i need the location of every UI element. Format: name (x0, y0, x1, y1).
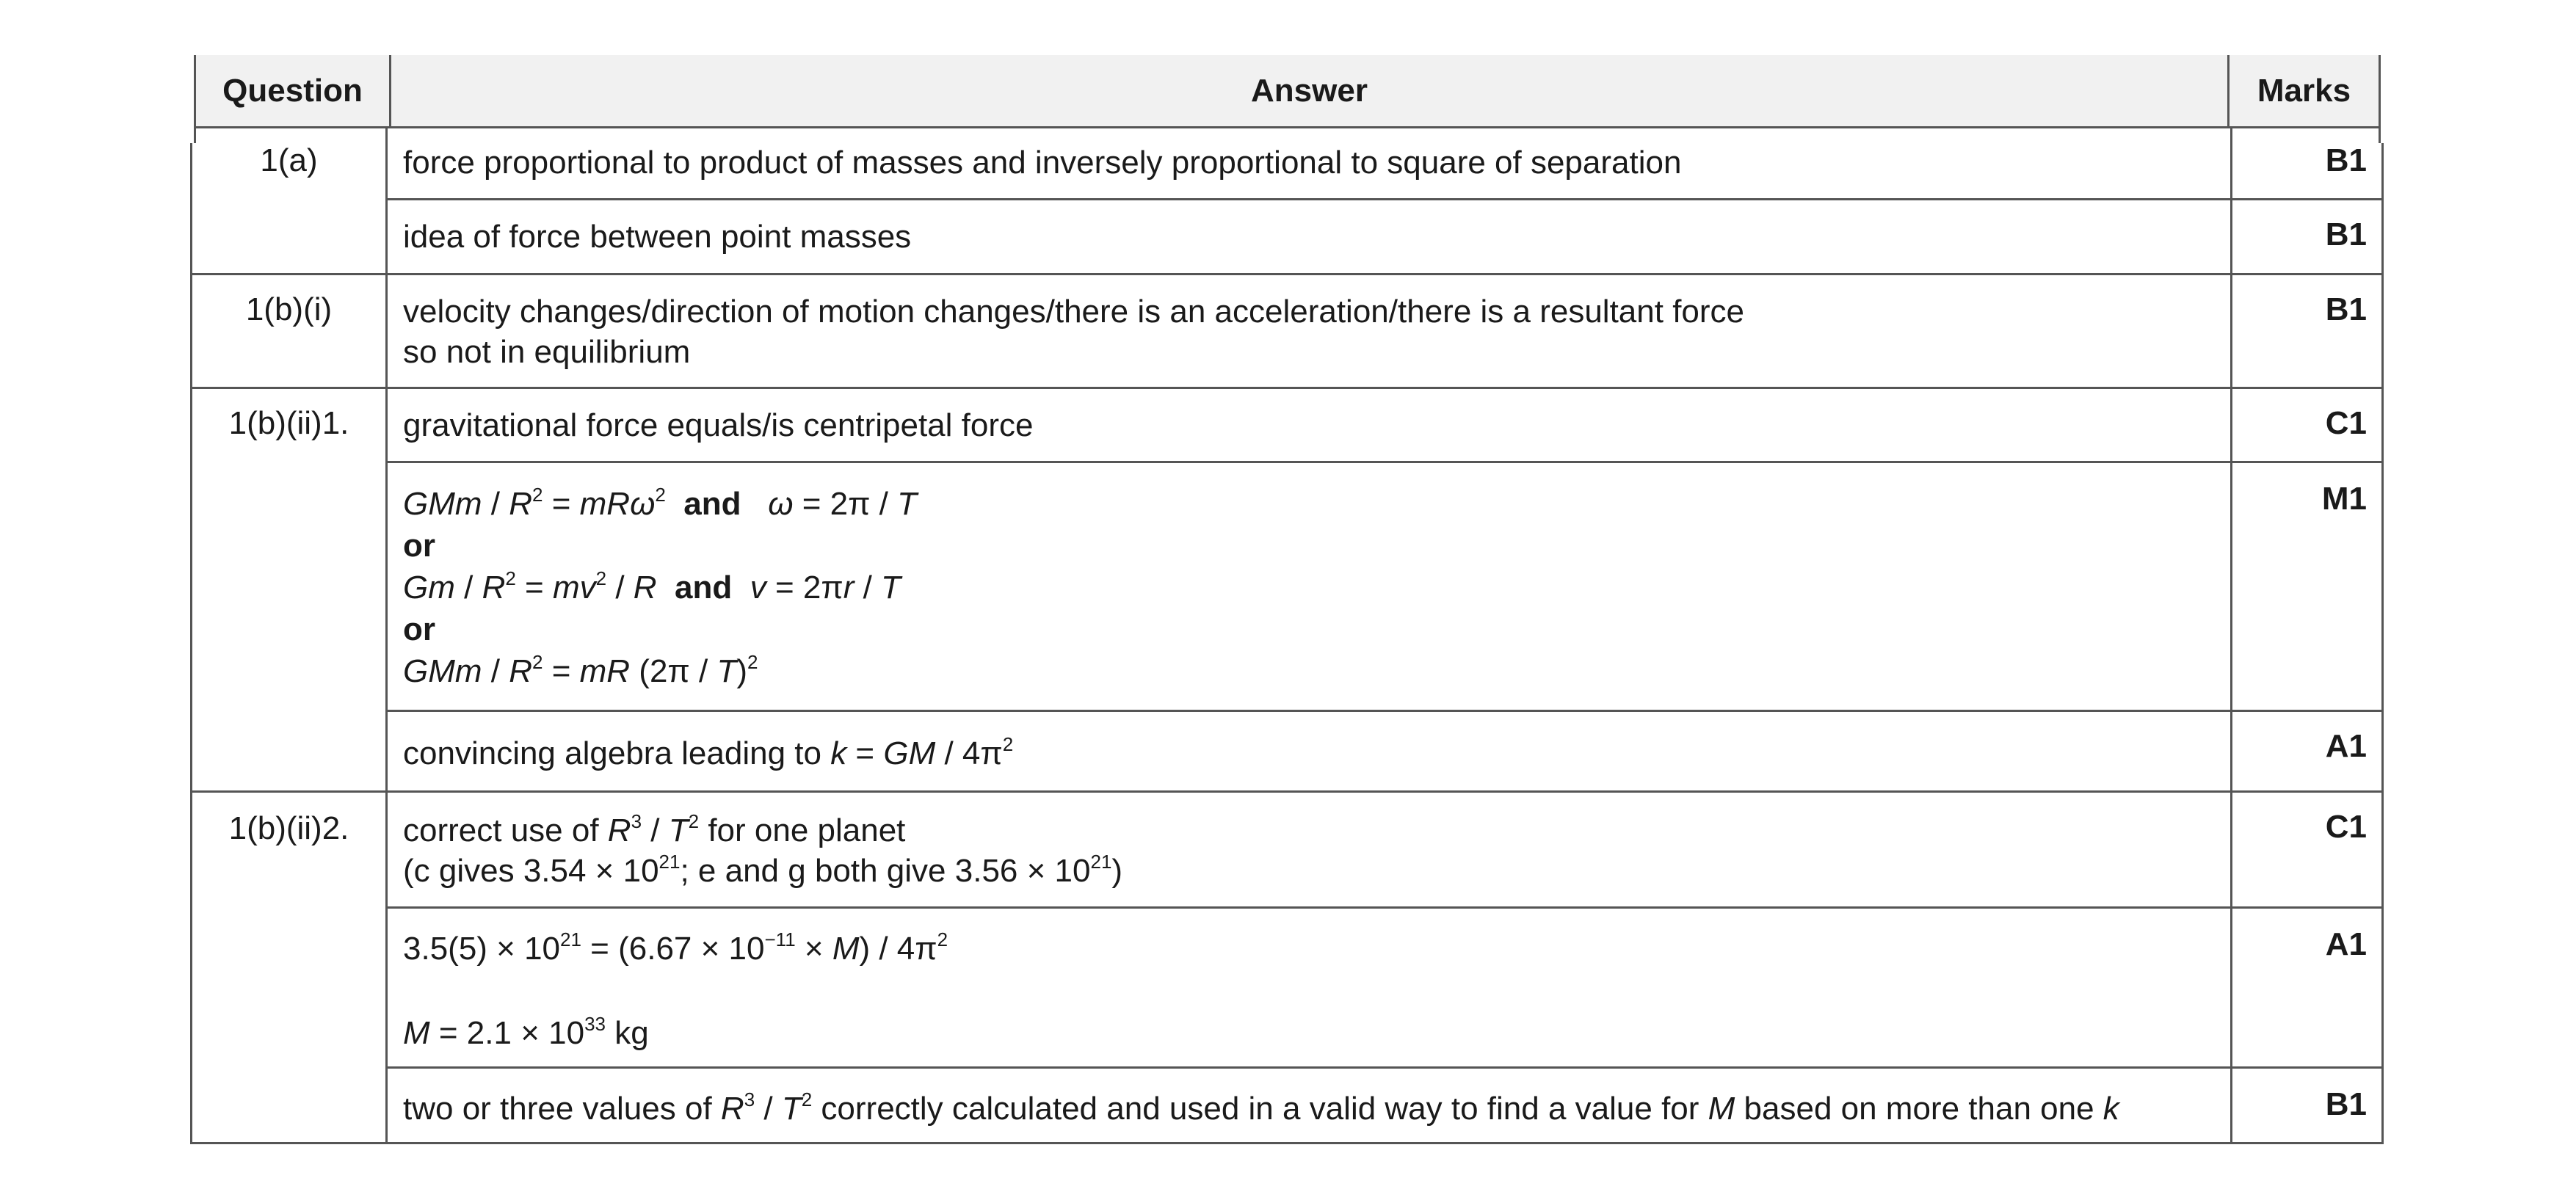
mark-code: A1 (2325, 728, 2367, 764)
answer-text (403, 291, 2224, 372)
row-border (385, 906, 2384, 909)
answer-text (403, 1088, 2224, 1129)
question-number: 1(b)(ii)2. (228, 810, 349, 846)
row-border (190, 1142, 2384, 1144)
question-number: 1(b)(i) (245, 291, 333, 327)
or-label: or (403, 528, 435, 564)
answer-line: two or three values of $R^3 / T^2$ correctly calculated and used in a valid way to find a value for M based on more than one k (403, 1088, 2119, 1127)
table-border (2381, 143, 2384, 1144)
header-border (2227, 55, 2229, 128)
answer-line: (c gives $3.54 \times 10^{21}$; e and g both give $3.56 \times 10^{21}$) (403, 851, 1123, 889)
answer-text (403, 142, 2224, 183)
row-border (385, 198, 2384, 200)
equation-block (403, 483, 2224, 692)
mark-code: B1 (2325, 142, 2367, 178)
equation-line: GMm / $R^2 = mR\omega^2$ and ω = 2π / T (403, 484, 918, 522)
mark-code: B1 (2325, 217, 2367, 252)
answer-text (403, 1013, 2224, 1053)
mark-code: A1 (2325, 926, 2367, 962)
question-number: 1(a) (260, 142, 318, 178)
answer-text (403, 217, 2224, 257)
row-border (190, 790, 2384, 793)
mark-code: C1 (2325, 405, 2367, 441)
answer-line: gravitational force equals/is centripetal force (403, 407, 1034, 443)
table-border (2230, 128, 2232, 1144)
header-border (389, 55, 391, 128)
header-answer: Answer (391, 55, 2227, 126)
or-label: or (403, 611, 435, 647)
answer-line: $3.5(5) \times 10^{21} = (6.67 \times 10^{-11} \times M) / 4\pi^2$ (403, 928, 948, 967)
answer-line: force proportional to product of masses and inversely proportional to square of separation (403, 145, 1682, 181)
row-border (190, 273, 2384, 275)
row-border (385, 1066, 2384, 1069)
answer-line: convincing algebra leading to k = GM / $4\pi^2$ (403, 733, 1014, 771)
header-marks: Marks (2229, 55, 2379, 126)
header-border (194, 55, 196, 143)
header-border (194, 126, 2381, 128)
mark-code: B1 (2325, 291, 2367, 327)
mark-code: C1 (2325, 809, 2367, 845)
mark-code: M1 (2321, 481, 2367, 517)
row-border (190, 387, 2384, 389)
answer-line: velocity changes/direction of motion changes/there is an acceleration/there is a resultant force (403, 294, 1745, 330)
table-border (385, 128, 388, 1144)
answer-text (403, 733, 2224, 774)
mark-code: B1 (2325, 1086, 2367, 1122)
answer-line: correct use of $R^3 / T^2$ for one planet (403, 810, 906, 848)
answer-text (403, 928, 2224, 969)
question-number: 1(b)(ii)1. (228, 405, 349, 441)
row-border (385, 710, 2384, 712)
equation-line: $Gm / R^2 = mv^2 / R$ and v = 2πr / T (403, 567, 901, 606)
header-question: Question (196, 55, 389, 126)
answer-line: $M = 2.1 \times 10^{33}$ kg (403, 1013, 649, 1051)
answer-text (403, 810, 2224, 891)
header-border (2379, 55, 2381, 143)
answer-line: so not in equilibrium (403, 334, 691, 370)
answer-line: idea of force between point masses (403, 219, 912, 255)
equation-line: GMm / $R^2$ = mR (2π / T)$^2$ (403, 651, 758, 689)
row-border (385, 461, 2384, 463)
answer-text (403, 405, 2224, 446)
